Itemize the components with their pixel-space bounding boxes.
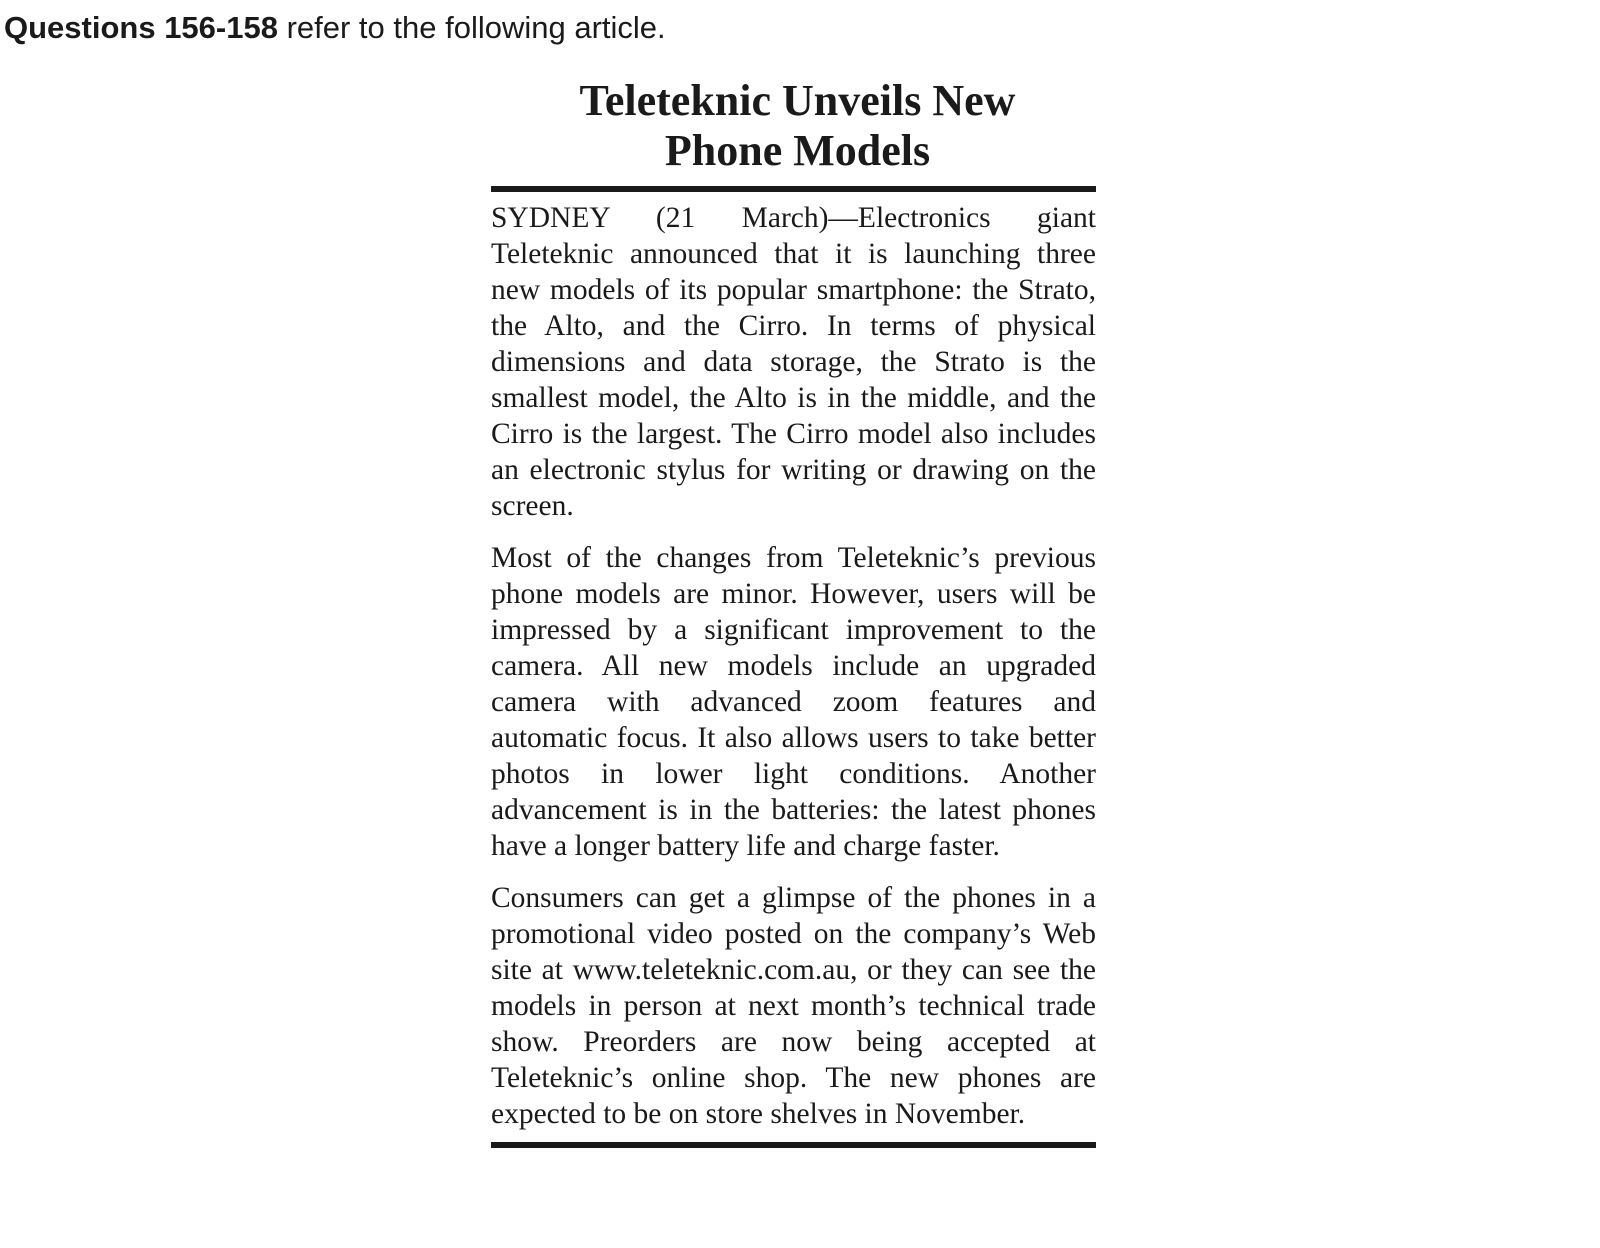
headline-line-2: Phone Models <box>664 126 931 175</box>
instruction-text: refer to the following article. <box>277 10 666 45</box>
question-instruction <box>4 8 666 48</box>
article-body <box>491 200 1096 1132</box>
article-headline <box>491 76 1096 176</box>
article <box>491 76 1096 1148</box>
top-divider <box>491 186 1096 192</box>
article-paragraph-1: SYDNEY (21 March)—Electronics giant Teleteknic announced that it is launching three new models of its popular smartphone: the Strato, the Alto, and the Cirro. In terms of physical dimensions and data storage, the Strato is the smallest model, the Alto is in the middle, and the Cirro is the largest. The Cirro model also includes an electronic stylus for writing or drawing on the screen. <box>491 202 1096 522</box>
bottom-divider <box>491 1142 1096 1148</box>
article-paragraph-2: Most of the changes from Teleteknic’s previous phone models are minor. However, users will be impressed by a significant improvement to the camera. All new models include an upgraded camera with advanced zoom features and automatic focus. It also allows users to take better photos in lower light conditions. Another advancement is in the batteries: the latest phones have a longer battery life and charge faster. <box>491 542 1096 862</box>
question-range: Questions 156-158 <box>4 10 278 45</box>
headline-line-1: Teleteknic Unveils New <box>579 76 1016 125</box>
article-paragraph-3: Consumers can get a glimpse of the phones in a promotional video posted on the company’s Web site at www.teleteknic.com.au, or they can see the models in person at next month’s technical trade show. Preorders are now being accepted at Teleteknic’s online shop. The new phones are expected to be on store shelves in November. <box>491 882 1096 1130</box>
